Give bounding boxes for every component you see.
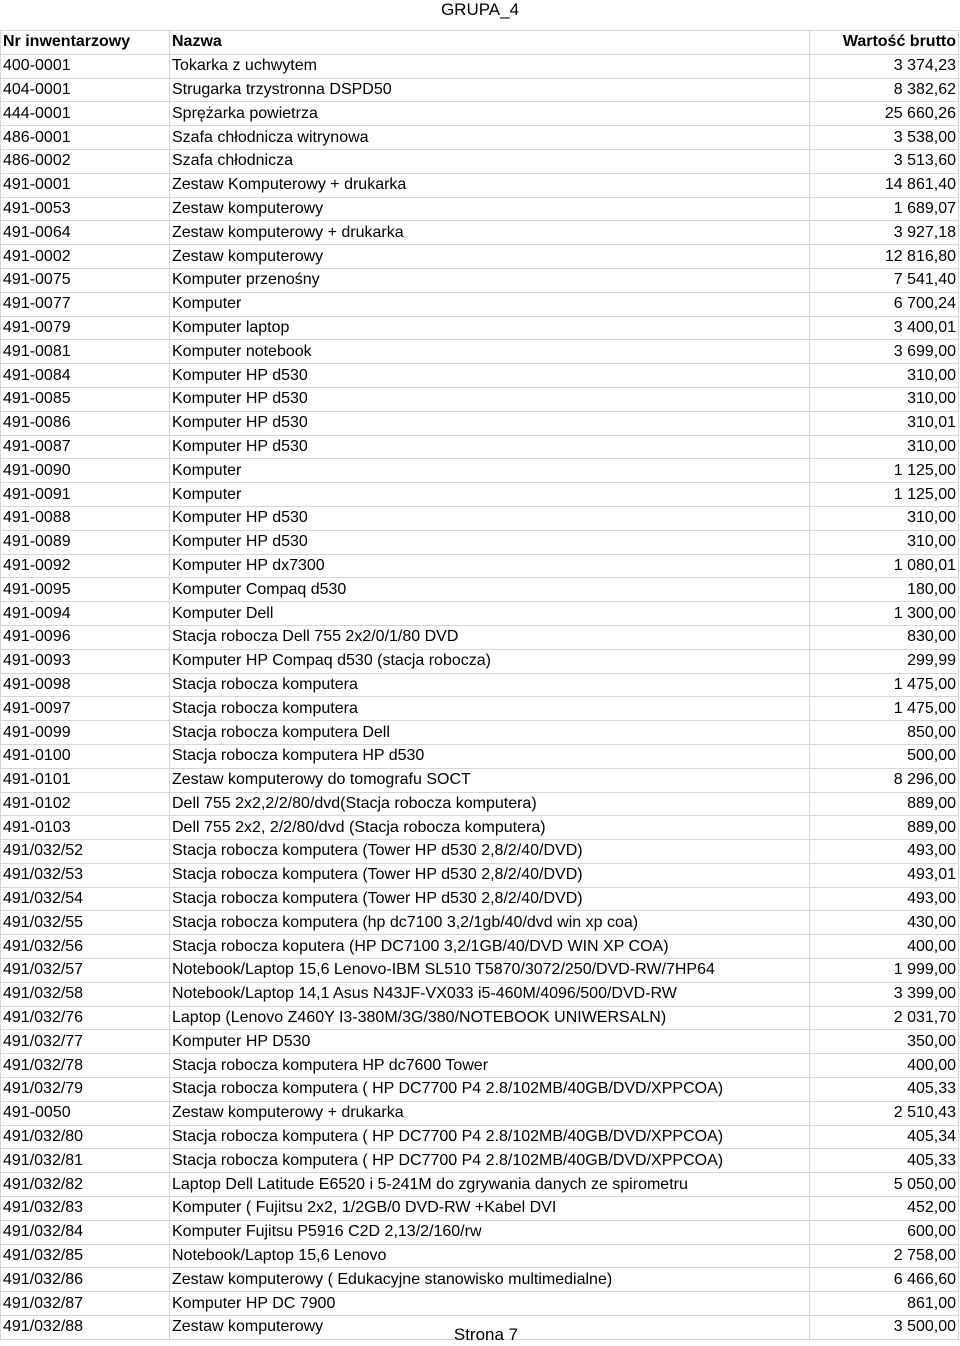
cell-inventory-number: 491-0091 (1, 483, 170, 507)
cell-name: Stacja robocza koputera (HP DC7100 3,2/1GB/40/DVD WIN XP COA) (170, 935, 810, 959)
cell-gross-value: 600,00 (810, 1220, 959, 1244)
table-row (1, 887, 959, 911)
cell-name: Komputer Dell (170, 602, 810, 626)
cell-inventory-number: 491-0081 (1, 340, 170, 364)
table-row (1, 1197, 959, 1221)
cell-name: Stacja robocza komputera Dell (170, 721, 810, 745)
cell-gross-value: 310,00 (810, 435, 959, 459)
cell-gross-value: 400,00 (810, 935, 959, 959)
cell-name: Komputer laptop (170, 316, 810, 340)
cell-name: Sprężarka powietrza (170, 102, 810, 126)
cell-gross-value: 861,00 (810, 1292, 959, 1316)
table-row (1, 1292, 959, 1316)
cell-name: Komputer HP d530 (170, 506, 810, 530)
cell-inventory-number: 491-0087 (1, 435, 170, 459)
cell-gross-value: 310,00 (810, 506, 959, 530)
table-row (1, 1173, 959, 1197)
cell-gross-value: 500,00 (810, 744, 959, 768)
cell-inventory-number: 491-0096 (1, 625, 170, 649)
table-row (1, 1220, 959, 1244)
cell-gross-value: 310,00 (810, 364, 959, 388)
table-row (1, 935, 959, 959)
cell-inventory-number: 491/032/83 (1, 1197, 170, 1221)
table-row (1, 721, 959, 745)
cell-gross-value: 310,00 (810, 530, 959, 554)
cell-inventory-number: 491/032/58 (1, 982, 170, 1006)
cell-inventory-number: 491-0095 (1, 578, 170, 602)
cell-inventory-number: 491/032/55 (1, 911, 170, 935)
cell-name: Komputer Fujitsu P5916 C2D 2,13/2/160/rw (170, 1220, 810, 1244)
cell-gross-value: 8 382,62 (810, 78, 959, 102)
cell-inventory-number: 491-0002 (1, 245, 170, 269)
table-row (1, 364, 959, 388)
cell-inventory-number: 491-0102 (1, 792, 170, 816)
table-row (1, 1244, 959, 1268)
cell-name: Komputer HP d530 (170, 387, 810, 411)
cell-gross-value: 2 758,00 (810, 1244, 959, 1268)
cell-inventory-number: 486-0001 (1, 126, 170, 150)
table-row (1, 245, 959, 269)
cell-gross-value: 180,00 (810, 578, 959, 602)
cell-inventory-number: 491/032/56 (1, 935, 170, 959)
table-row (1, 102, 959, 126)
table-row (1, 435, 959, 459)
header-name: Nazwa (170, 31, 810, 55)
cell-name: Zestaw komputerowy do tomografu SOCT (170, 768, 810, 792)
cell-name: Komputer notebook (170, 340, 810, 364)
group-title: GRUPA_4 (440, 0, 520, 19)
cell-inventory-number: 491-0093 (1, 649, 170, 673)
cell-inventory-number: 491-0084 (1, 364, 170, 388)
cell-gross-value: 3 500,00 (810, 1316, 959, 1340)
cell-inventory-number: 491-0090 (1, 459, 170, 483)
cell-inventory-number: 491/032/77 (1, 1030, 170, 1054)
cell-inventory-number: 491-0077 (1, 292, 170, 316)
cell-name: Komputer Compaq d530 (170, 578, 810, 602)
table-row (1, 816, 959, 840)
cell-name: Komputer HP d530 (170, 411, 810, 435)
table-row (1, 1078, 959, 1102)
cell-name: Stacja robocza komputera (Tower HP d530 2,8/2/40/DVD) (170, 840, 810, 864)
cell-gross-value: 3 400,01 (810, 316, 959, 340)
cell-gross-value: 299,99 (810, 649, 959, 673)
table-row (1, 316, 959, 340)
page-footer: Strona 7 (453, 1325, 519, 1344)
cell-inventory-number: 491/032/87 (1, 1292, 170, 1316)
table-row (1, 387, 959, 411)
cell-inventory-number: 491/032/80 (1, 1125, 170, 1149)
cell-gross-value: 350,00 (810, 1030, 959, 1054)
cell-inventory-number: 491/032/76 (1, 1006, 170, 1030)
cell-name: Strugarka trzystronna DSPD50 (170, 78, 810, 102)
cell-gross-value: 405,33 (810, 1149, 959, 1173)
cell-gross-value: 1 475,00 (810, 697, 959, 721)
cell-name: Stacja robocza komputera (170, 673, 810, 697)
cell-gross-value: 889,00 (810, 792, 959, 816)
cell-inventory-number: 491/032/54 (1, 887, 170, 911)
cell-gross-value: 3 513,60 (810, 149, 959, 173)
cell-name: Komputer HP D530 (170, 1030, 810, 1054)
table-row (1, 149, 959, 173)
cell-name: Stacja robocza komputera (hp dc7100 3,2/1gb/40/dvd win xp coa) (170, 911, 810, 935)
table-row (1, 78, 959, 102)
cell-gross-value: 3 699,00 (810, 340, 959, 364)
cell-gross-value: 430,00 (810, 911, 959, 935)
table-row (1, 1030, 959, 1054)
cell-gross-value: 452,00 (810, 1197, 959, 1221)
cell-gross-value: 310,00 (810, 387, 959, 411)
table-row (1, 268, 959, 292)
cell-name: Szafa chłodnicza (170, 149, 810, 173)
table-row (1, 506, 959, 530)
cell-name: Komputer HP Compaq d530 (stacja robocza) (170, 649, 810, 673)
cell-gross-value: 1 689,07 (810, 197, 959, 221)
table-row (1, 1268, 959, 1292)
cell-name: Zestaw komputerowy (170, 1316, 810, 1340)
cell-gross-value: 12 816,80 (810, 245, 959, 269)
table-row (1, 483, 959, 507)
cell-gross-value: 3 927,18 (810, 221, 959, 245)
cell-inventory-number: 491/032/57 (1, 959, 170, 983)
cell-inventory-number: 491-0101 (1, 768, 170, 792)
table-row (1, 411, 959, 435)
cell-inventory-number: 491-0089 (1, 530, 170, 554)
cell-inventory-number: 491/032/85 (1, 1244, 170, 1268)
table-row (1, 221, 959, 245)
cell-name: Dell 755 2x2,2/2/80/dvd(Stacja robocza komputera) (170, 792, 810, 816)
cell-gross-value: 1 300,00 (810, 602, 959, 626)
cell-name: Stacja robocza komputera ( HP DC7700 P4 2.8/102MB/40GB/DVD/XPPCOA) (170, 1078, 810, 1102)
cell-inventory-number: 491/032/78 (1, 1054, 170, 1078)
cell-gross-value: 405,34 (810, 1125, 959, 1149)
cell-gross-value: 1 125,00 (810, 483, 959, 507)
table-header (1, 31, 959, 55)
cell-inventory-number: 491/032/82 (1, 1173, 170, 1197)
cell-inventory-number: 404-0001 (1, 78, 170, 102)
cell-name: Stacja robocza komputera (170, 697, 810, 721)
table-row (1, 1006, 959, 1030)
cell-name: Zestaw komputerowy (170, 245, 810, 269)
cell-inventory-number: 491-0050 (1, 1101, 170, 1125)
cell-inventory-number: 491-0092 (1, 554, 170, 578)
cell-inventory-number: 491-0099 (1, 721, 170, 745)
cell-gross-value: 1 475,00 (810, 673, 959, 697)
table-row (1, 530, 959, 554)
cell-name: Komputer (170, 459, 810, 483)
cell-name: Laptop Dell Latitude E6520 i 5-241M do zgrywania danych ze spirometru (170, 1173, 810, 1197)
table-row (1, 197, 959, 221)
cell-inventory-number: 491-0053 (1, 197, 170, 221)
cell-gross-value: 1 125,00 (810, 459, 959, 483)
cell-name: Dell 755 2x2, 2/2/80/dvd (Stacja robocza komputera) (170, 816, 810, 840)
table-row (1, 911, 959, 935)
cell-name: Zestaw komputerowy + drukarka (170, 1101, 810, 1125)
cell-inventory-number: 486-0002 (1, 149, 170, 173)
cell-name: Stacja robocza komputera HP d530 (170, 744, 810, 768)
inventory-table (0, 30, 959, 1340)
cell-inventory-number: 491-0097 (1, 697, 170, 721)
table-row (1, 982, 959, 1006)
table-row (1, 625, 959, 649)
table-row (1, 863, 959, 887)
cell-name: Komputer HP d530 (170, 435, 810, 459)
cell-inventory-number: 491-0075 (1, 268, 170, 292)
cell-inventory-number: 491-0094 (1, 602, 170, 626)
cell-name: Komputer ( Fujitsu 2x2, 1/2GB/0 DVD-RW +Kabel DVI (170, 1197, 810, 1221)
table-body (1, 54, 959, 1339)
cell-name: Komputer HP d530 (170, 530, 810, 554)
cell-gross-value: 1 080,01 (810, 554, 959, 578)
cell-gross-value: 2 510,43 (810, 1101, 959, 1125)
cell-gross-value: 830,00 (810, 625, 959, 649)
cell-name: Zestaw Komputerowy + drukarka (170, 173, 810, 197)
cell-gross-value: 1 999,00 (810, 959, 959, 983)
table-row (1, 602, 959, 626)
cell-inventory-number: 491-0064 (1, 221, 170, 245)
cell-gross-value: 493,00 (810, 840, 959, 864)
cell-name: Zestaw komputerowy (170, 197, 810, 221)
cell-name: Laptop (Lenovo Z460Y I3-380M/3G/380/NOTEBOOK UNIWERSALN) (170, 1006, 810, 1030)
cell-name: Komputer (170, 292, 810, 316)
cell-inventory-number: 491-0098 (1, 673, 170, 697)
cell-gross-value: 493,01 (810, 863, 959, 887)
cell-inventory-number: 491-0088 (1, 506, 170, 530)
cell-inventory-number: 491/032/81 (1, 1149, 170, 1173)
cell-name: Komputer HP d530 (170, 364, 810, 388)
cell-inventory-number: 491-0086 (1, 411, 170, 435)
cell-gross-value: 310,01 (810, 411, 959, 435)
cell-name: Komputer (170, 483, 810, 507)
cell-gross-value: 7 541,40 (810, 268, 959, 292)
cell-inventory-number: 491/032/84 (1, 1220, 170, 1244)
cell-gross-value: 6 466,60 (810, 1268, 959, 1292)
cell-name: Zestaw komputerowy + drukarka (170, 221, 810, 245)
table-row (1, 840, 959, 864)
header-gross-value: Wartość brutto (810, 31, 959, 55)
cell-gross-value: 493,00 (810, 887, 959, 911)
table-row (1, 744, 959, 768)
table-row (1, 173, 959, 197)
table-row (1, 649, 959, 673)
table-row (1, 673, 959, 697)
table-row (1, 578, 959, 602)
cell-gross-value: 889,00 (810, 816, 959, 840)
header-row (1, 31, 959, 55)
table-row (1, 959, 959, 983)
cell-inventory-number: 491-0079 (1, 316, 170, 340)
table-row (1, 1054, 959, 1078)
cell-inventory-number: 491/032/88 (1, 1316, 170, 1340)
table-row (1, 792, 959, 816)
header-inventory-number: Nr inwentarzowy (1, 31, 170, 55)
cell-gross-value: 14 861,40 (810, 173, 959, 197)
table-row (1, 292, 959, 316)
cell-name: Notebook/Laptop 15,6 Lenovo (170, 1244, 810, 1268)
cell-name: Tokarka z uchwytem (170, 54, 810, 78)
cell-inventory-number: 491-0001 (1, 173, 170, 197)
cell-inventory-number: 491-0100 (1, 744, 170, 768)
cell-name: Stacja robocza komputera (Tower HP d530 2,8/2/40/DVD) (170, 887, 810, 911)
cell-inventory-number: 491/032/79 (1, 1078, 170, 1102)
cell-gross-value: 25 660,26 (810, 102, 959, 126)
cell-gross-value: 405,33 (810, 1078, 959, 1102)
cell-inventory-number: 491/032/86 (1, 1268, 170, 1292)
table-row (1, 1101, 959, 1125)
cell-name: Stacja robocza komputera ( HP DC7700 P4 2.8/102MB/40GB/DVD/XPPCOA) (170, 1149, 810, 1173)
cell-name: Komputer przenośny (170, 268, 810, 292)
cell-name: Notebook/Laptop 15,6 Lenovo-IBM SL510 T5870/3072/250/DVD-RW/7HP64 (170, 959, 810, 983)
cell-name: Stacja robocza Dell 755 2x2/0/1/80 DVD (170, 625, 810, 649)
table-row (1, 768, 959, 792)
cell-name: Notebook/Laptop 14,1 Asus N43JF-VX033 i5-460M/4096/500/DVD-RW (170, 982, 810, 1006)
cell-name: Stacja robocza komputera (Tower HP d530 2,8/2/40/DVD) (170, 863, 810, 887)
cell-name: Komputer HP DC 7900 (170, 1292, 810, 1316)
cell-gross-value: 8 296,00 (810, 768, 959, 792)
table-row (1, 459, 959, 483)
table-row (1, 1125, 959, 1149)
cell-name: Komputer HP dx7300 (170, 554, 810, 578)
cell-inventory-number: 444-0001 (1, 102, 170, 126)
table-row (1, 554, 959, 578)
cell-inventory-number: 491/032/52 (1, 840, 170, 864)
cell-inventory-number: 491/032/53 (1, 863, 170, 887)
cell-inventory-number: 400-0001 (1, 54, 170, 78)
cell-inventory-number: 491-0103 (1, 816, 170, 840)
cell-name: Szafa chłodnicza witrynowa (170, 126, 810, 150)
cell-name: Stacja robocza komputera ( HP DC7700 P4 2.8/102MB/40GB/DVD/XPPCOA) (170, 1125, 810, 1149)
table-row (1, 1149, 959, 1173)
cell-inventory-number: 491-0085 (1, 387, 170, 411)
table-row (1, 340, 959, 364)
cell-gross-value: 2 031,70 (810, 1006, 959, 1030)
cell-gross-value: 3 538,00 (810, 126, 959, 150)
cell-gross-value: 5 050,00 (810, 1173, 959, 1197)
cell-gross-value: 400,00 (810, 1054, 959, 1078)
cell-gross-value: 6 700,24 (810, 292, 959, 316)
cell-name: Zestaw komputerowy ( Edukacyjne stanowisko multimedialne) (170, 1268, 810, 1292)
cell-gross-value: 3 374,23 (810, 54, 959, 78)
cell-gross-value: 3 399,00 (810, 982, 959, 1006)
table-row (1, 697, 959, 721)
table-row (1, 54, 959, 78)
cell-gross-value: 850,00 (810, 721, 959, 745)
cell-name: Stacja robocza komputera HP dc7600 Tower (170, 1054, 810, 1078)
table-row (1, 126, 959, 150)
